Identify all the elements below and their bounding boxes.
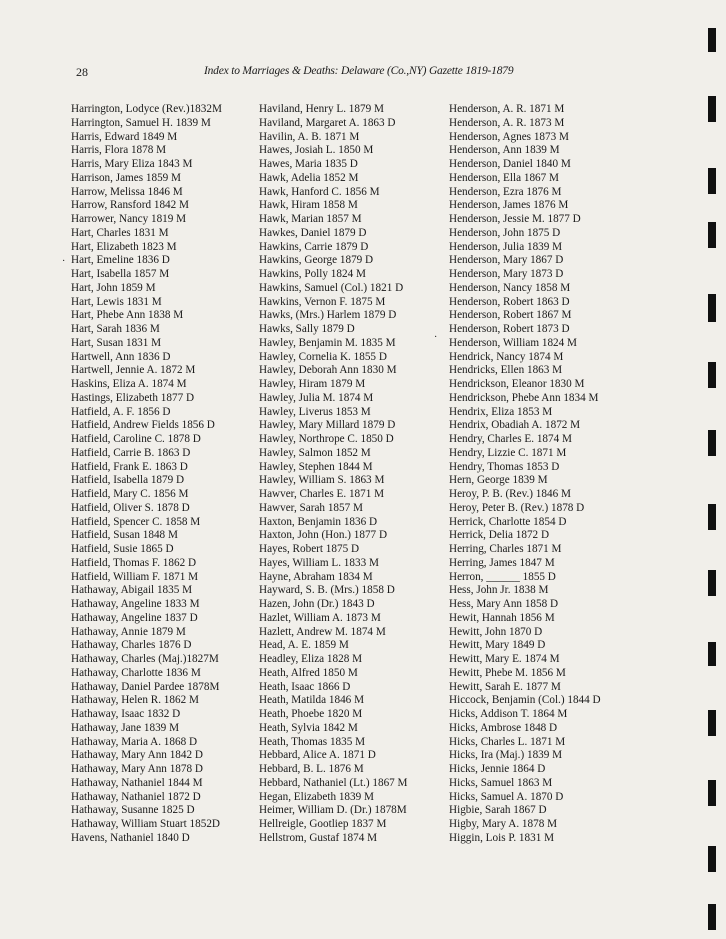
index-entry: Hart, John 1859 M [71, 281, 156, 294]
index-entry: Havilin, A. B. 1871 M [259, 130, 360, 143]
index-entry: Hart, Lewis 1831 M [71, 295, 162, 308]
binding-mark [708, 710, 716, 736]
index-entry: Henderson, Ella 1867 M [449, 171, 559, 184]
index-entry: Head, A. E. 1859 M [259, 639, 349, 652]
index-entry: Hawley, William S. 1863 M [259, 474, 385, 487]
index-entry: Herring, James 1847 M [449, 556, 555, 569]
index-entry: Hart, Isabella 1857 M [71, 268, 170, 280]
index-entry: Hawkins, George 1879 D [259, 254, 374, 267]
index-entry: Hicks, Charles L. 1871 M [449, 735, 566, 748]
index-entry: Hern, George 1839 M [449, 474, 548, 487]
index-entry: Hazen, John (Dr.) 1843 D [259, 598, 375, 610]
index-entry: Higbie, Sarah 1867 D [449, 804, 547, 817]
index-entry: Harrower, Nancy 1819 M [71, 213, 187, 225]
index-entry: Hicks, Jennie 1864 D [449, 763, 546, 775]
index-entry: Henderson, Mary 1867 D [449, 254, 564, 267]
index-entry: Hicks, Addison T. 1864 M [449, 708, 568, 720]
index-entry: Hart, Sarah 1836 M [71, 323, 160, 335]
index-entry: Hathaway, William Stuart 1852D [71, 818, 220, 830]
index-entry: Hathaway, Isaac 1832 D [71, 708, 181, 720]
index-entry: Hebbard, Nathaniel (Lt.) 1867 M [259, 776, 408, 789]
index-entry: Haxton, John (Hon.) 1877 D [259, 529, 388, 542]
index-entry: Hathaway, Jane 1839 M [71, 721, 180, 734]
index-entry: Hawley, Julia M. 1874 M [259, 391, 374, 404]
index-entry: Hawley, Deborah Ann 1830 M [259, 364, 397, 377]
index-entry: Hathaway, Helen R. 1862 M [71, 694, 199, 707]
index-entry: Hatfield, Isabella 1879 D [71, 474, 185, 487]
index-entry: Hathaway, Abigail 1835 M [71, 584, 193, 597]
index-entry: Henderson, Robert 1863 D [449, 295, 570, 308]
index-entry: Hathaway, Nathaniel 1872 D [71, 790, 201, 803]
index-entry: Herron, ______ 1855 D [449, 570, 556, 583]
index-entry: Hawley, Hiram 1879 M [259, 378, 366, 390]
index-entry: Havens, Nathaniel 1840 D [71, 831, 190, 844]
index-entry: Haviland, Henry L. 1879 M [259, 103, 384, 115]
index-entry: Hawley, Stephen 1844 M [259, 460, 373, 473]
index-entry: Hawes, Josiah L. 1850 M [259, 144, 374, 157]
index-entry: Hendrick, Nancy 1874 M [449, 350, 564, 363]
index-entry: Hendricks, Ellen 1863 M [449, 364, 563, 377]
index-entry: Harrington, Samuel H. 1839 M [71, 116, 211, 129]
index-entry: Hatfield, Andrew Fields 1856 D [71, 419, 215, 432]
index-entry: Hegan, Elizabeth 1839 M [259, 790, 374, 803]
binding-mark [708, 570, 716, 596]
index-entry: Hatfield, Frank E. 1863 D [71, 460, 188, 473]
index-entry: Hawkins, Samuel (Col.) 1821 D [259, 281, 404, 294]
index-entry: Hastings, Elizabeth 1877 D [71, 391, 195, 404]
index-entry: Haxton, Benjamin 1836 D [259, 515, 378, 528]
index-entry: Hewitt, Mary 1849 D [449, 639, 546, 652]
index-entry: Henderson, Daniel 1840 M [449, 158, 571, 170]
index-entry: Hawk, Adelia 1852 M [259, 171, 359, 184]
index-entry: Hess, John Jr. 1838 M [449, 584, 549, 597]
index-entry: Hatfield, Susie 1865 D [71, 543, 174, 555]
index-entry: Henderson, Agnes 1873 M [449, 130, 569, 143]
index-entry: Hewitt, Phebe M. 1856 M [449, 666, 566, 679]
index-entry: Henderson, James 1876 M [449, 199, 569, 212]
index-entry: Hicks, Ira (Maj.) 1839 M [449, 749, 563, 762]
index-entry: Hawley, Salmon 1852 M [259, 446, 371, 459]
index-entry: Headley, Eliza 1828 M [259, 653, 363, 665]
index-entry: Heath, Phoebe 1820 M [259, 708, 363, 720]
index-entry: Hendrix, Eliza 1853 M [449, 405, 553, 418]
index-entry: Henderson, Julia 1839 M [449, 240, 563, 253]
index-entry: Heath, Thomas 1835 M [259, 735, 366, 748]
index-entry: Heroy, Peter B. (Rev.) 1878 D [449, 501, 585, 514]
index-entry: Hawks, Sally 1879 D [259, 323, 355, 335]
index-entry: Henderson, William 1824 M [449, 336, 577, 349]
index-entry: Heimer, William D. (Dr.) 1878M [259, 804, 407, 817]
binding-mark [708, 904, 716, 930]
index-entry: Hendrickson, Phebe Ann 1834 M [449, 391, 599, 404]
running-head: Index to Marriages & Deaths: Delaware (Co.,NY) Gazette 1819-1879 [204, 65, 514, 77]
stray-mark: · [434, 332, 438, 343]
index-entry: Hawks, (Mrs.) Harlem 1879 D [259, 309, 397, 322]
index-entry: Hathaway, Mary Ann 1878 D [71, 763, 203, 775]
index-entry: Hendry, Thomas 1853 D [449, 460, 560, 473]
index-entry: Hawver, Sarah 1857 M [259, 501, 363, 514]
index-entry: Hatfield, Mary C. 1856 M [71, 488, 189, 500]
index-entry: Hartwell, Ann 1836 D [71, 350, 171, 363]
index-entry: Hathaway, Charlotte 1836 M [71, 666, 201, 679]
binding-edge [706, 0, 716, 939]
index-entry: Hathaway, Charles (Maj.)1827M [71, 653, 219, 665]
index-entry: Hawk, Hanford C. 1856 M [259, 185, 380, 198]
index-entry: Hawley, Liverus 1853 M [259, 405, 371, 418]
index-entry: Higgin, Lois P. 1831 M [449, 831, 555, 844]
index-entry: Hawkins, Polly 1824 M [259, 268, 366, 280]
index-entry: Heath, Matilda 1846 M [259, 694, 365, 707]
index-entry: Hess, Mary Ann 1858 D [449, 598, 559, 610]
index-entry: Hawkins, Vernon F. 1875 M [259, 295, 386, 308]
index-entry: Herrick, Delia 1872 D [449, 529, 550, 542]
index-entry: Hatfield, William F. 1871 M [71, 570, 199, 583]
index-entry: Heath, Isaac 1866 D [259, 680, 351, 693]
index-entry: Hawkins, Carrie 1879 D [259, 240, 369, 253]
binding-mark [708, 642, 716, 666]
index-entry: Hewitt, Sarah E. 1877 M [449, 680, 561, 693]
index-entry: Harrington, Lodyce (Rev.)1832M [71, 103, 222, 115]
index-entry: Hayne, Abraham 1834 M [259, 570, 373, 583]
index-entry: Hewitt, Mary E. 1874 M [449, 653, 560, 665]
index-entry: Heath, Sylvia 1842 M [259, 721, 358, 734]
index-entry: Hebbard, B. L. 1876 M [259, 763, 364, 775]
binding-mark [708, 28, 716, 52]
index-entry: Hatfield, A. F. 1856 D [71, 405, 171, 418]
index-entry: Hawk, Marian 1857 M [259, 213, 362, 225]
index-entry: Harrow, Ransford 1842 M [71, 199, 189, 212]
index-entry: Hatfield, Carrie B. 1863 D [71, 446, 191, 459]
index-entry: Heath, Alfred 1850 M [259, 666, 358, 679]
index-entry: Hatfield, Caroline C. 1878 D [71, 433, 201, 445]
stray-mark: · [62, 256, 66, 267]
binding-mark [708, 294, 716, 322]
index-entry: Hathaway, Angeline 1833 M [71, 598, 200, 610]
index-entry: Harrow, Melissa 1846 M [71, 185, 183, 198]
index-entry: Haviland, Margaret A. 1863 D [259, 116, 396, 129]
index-entry: Hawley, Northrope C. 1850 D [259, 433, 394, 445]
binding-mark [708, 96, 716, 122]
index-entry: Hawk, Hiram 1858 M [259, 199, 358, 212]
index-entry: Henderson, Robert 1867 M [449, 309, 572, 322]
index-column-2 [259, 103, 408, 846]
index-entry: Hart, Susan 1831 M [71, 336, 162, 349]
index-entry: Hazlett, Andrew M. 1874 M [259, 625, 386, 638]
index-entry: Herring, Charles 1871 M [449, 543, 562, 555]
index-entry: Hebbard, Alice A. 1871 D [259, 749, 376, 762]
index-entry: Hendry, Lizzie C. 1871 M [449, 446, 567, 459]
index-entry: Hawley, Mary Millard 1879 D [259, 419, 396, 432]
index-entry: Heroy, P. B. (Rev.) 1846 M [449, 488, 571, 500]
index-entry: Hawkes, Daniel 1879 D [259, 226, 367, 239]
index-entry: Hicks, Samuel 1863 M [449, 776, 553, 789]
index-entry: Hayes, Robert 1875 D [259, 543, 360, 555]
index-entry: Harris, Edward 1849 M [71, 130, 178, 143]
index-entry: Higby, Mary A. 1878 M [449, 818, 558, 830]
index-entry: Harris, Flora 1878 M [71, 144, 167, 157]
index-entry: Henderson, John 1875 D [449, 226, 561, 239]
index-entry: Hicks, Ambrose 1848 D [449, 721, 558, 734]
binding-mark [708, 430, 716, 456]
index-entry: Henderson, Ezra 1876 M [449, 185, 562, 198]
index-entry: Henderson, A. R. 1871 M [449, 103, 565, 115]
binding-mark [708, 504, 716, 530]
index-entry: Hewit, Hannah 1856 M [449, 611, 555, 624]
index-entry: Hawver, Charles E. 1871 M [259, 488, 385, 500]
index-entry: Hawes, Maria 1835 D [259, 158, 358, 170]
index-entry: Herrick, Charlotte 1854 D [449, 515, 567, 528]
index-entry: Hicks, Samuel A. 1870 D [449, 790, 564, 803]
index-entry: Henderson, Robert 1873 D [449, 323, 570, 335]
index-entry: Hart, Elizabeth 1823 M [71, 240, 177, 253]
index-entry: Henderson, Ann 1839 M [449, 144, 560, 157]
index-entry: Harris, Mary Eliza 1843 M [71, 158, 193, 170]
index-entry: Hart, Charles 1831 M [71, 226, 169, 239]
binding-mark [708, 222, 716, 248]
index-entry: Hatfield, Susan 1848 M [71, 529, 178, 542]
index-entry: Hathaway, Angeline 1837 D [71, 611, 198, 624]
index-entry: Hendrix, Obadiah A. 1872 M [449, 419, 581, 432]
index-entry: Hellstrom, Gustaf 1874 M [259, 831, 378, 844]
binding-mark [708, 362, 716, 388]
index-entry: Hathaway, Susanne 1825 D [71, 804, 195, 817]
index-entry: Henderson, Jessie M. 1877 D [449, 213, 581, 225]
index-entry: Henderson, Nancy 1858 M [449, 281, 571, 294]
index-entry: Hartwell, Jennie A. 1872 M [71, 364, 196, 377]
index-entry: Henderson, Mary 1873 D [449, 268, 564, 280]
index-entry: Hayward, S. B. (Mrs.) 1858 D [259, 584, 395, 597]
index-column-3 [449, 103, 601, 846]
index-entry: Hayes, William L. 1833 M [259, 556, 379, 569]
index-entry: Hatfield, Oliver S. 1878 D [71, 501, 190, 514]
index-entry: Hathaway, Charles 1876 D [71, 639, 192, 652]
index-entry: Hellreigle, Gootliep 1837 M [259, 818, 387, 830]
index-entry: Hathaway, Annie 1879 M [71, 625, 186, 638]
index-entry: Hendrickson, Eleanor 1830 M [449, 378, 585, 390]
binding-mark [708, 846, 716, 872]
index-entry: Hiccock, Benjamin (Col.) 1844 D [449, 694, 601, 707]
index-entry: Hart, Phebe Ann 1838 M [71, 309, 184, 322]
index-entry: Hathaway, Mary Ann 1842 D [71, 749, 203, 762]
index-entry: Hathaway, Nathaniel 1844 M [71, 776, 203, 789]
index-entry: Hawley, Benjamin M. 1835 M [259, 336, 396, 349]
index-entry: Hewitt, John 1870 D [449, 625, 543, 638]
page-number: 28 [76, 65, 88, 79]
index-entry: Hathaway, Maria A. 1868 D [71, 735, 198, 748]
index-entry: Harrison, James 1859 M [71, 171, 181, 184]
index-entry: Hathaway, Daniel Pardee 1878M [71, 680, 220, 693]
binding-mark [708, 780, 716, 806]
index-column-1 [71, 103, 222, 846]
index-entry: Hatfield, Thomas F. 1862 D [71, 556, 197, 569]
index-entry: Hendry, Charles E. 1874 M [449, 433, 572, 445]
index-entry: Hawley, Cornelia K. 1855 D [259, 350, 387, 363]
binding-mark [708, 168, 716, 194]
index-entry: Haskins, Eliza A. 1874 M [71, 378, 187, 390]
index-entry: Hazlet, William A. 1873 M [259, 611, 381, 624]
index-entry: Hart, Emeline 1836 D [71, 254, 170, 267]
index-entry: Henderson, A. R. 1873 M [449, 116, 565, 129]
index-entry: Hatfield, Spencer C. 1858 M [71, 515, 201, 528]
